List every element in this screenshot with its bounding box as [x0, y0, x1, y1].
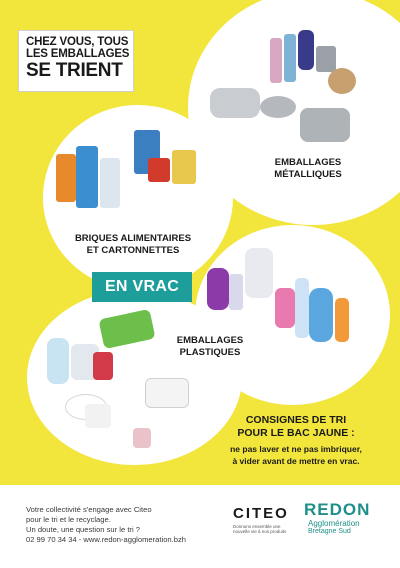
carton-label: [58, 233, 208, 257]
instructions-title-2: POUR LE BAC JAUNE :: [237, 427, 355, 439]
instructions-line-2: à vider avant de mettre en vrac.: [232, 456, 360, 466]
redon-logo-name: REDON: [304, 500, 371, 519]
en-vrac-badge: EN VRAC: [92, 272, 192, 302]
carton-packaging-image: [52, 128, 202, 223]
metal-label-line-2: MÉTALLIQUES: [274, 169, 342, 180]
footer-line-1: Votre collectivité s'engage avec Citeo: [26, 505, 152, 514]
footer-text: [26, 505, 241, 545]
redon-logo-sub-1: Agglomération: [308, 519, 360, 528]
footer-line-2: pour le tri et le recyclage.: [26, 515, 111, 524]
carton-label-line-2: ET CARTONNETTES: [86, 245, 180, 256]
instructions-line-1: ne pas laver et ne pas imbriquer,: [230, 444, 362, 454]
instructions-title-1: CONSIGNES DE TRI: [245, 414, 347, 426]
plastic-label-line-1: EMBALLAGES: [176, 335, 244, 346]
citeo-logo: [233, 505, 297, 534]
sorting-instructions: [198, 414, 394, 467]
metal-packaging-image: [200, 28, 375, 148]
poster-title: [18, 30, 134, 92]
metal-label: [248, 157, 368, 181]
citeo-logo-name: CITEO: [233, 505, 289, 522]
footer-line-3: Un doute, une question sur le tri ?: [26, 525, 140, 534]
redon-logo: [304, 501, 384, 536]
redon-logo-sub-2: Bretagne Sud: [308, 528, 351, 535]
title-line-2: LES EMBALLAGES: [26, 48, 130, 60]
metal-label-line-1: EMBALLAGES: [274, 157, 342, 168]
title-line-1: CHEZ VOUS, TOUS: [26, 36, 129, 48]
footer-contact[interactable]: 02 99 70 34 34 - www.redon-agglomeration.bzh: [26, 535, 186, 544]
citeo-tagline: Donnons ensemble une nouvelle vie à nos produits: [233, 524, 287, 534]
plastic-label-line-2: PLASTIQUES: [179, 347, 241, 358]
title-line-3: SE TRIENT: [26, 60, 123, 81]
footer: [0, 485, 400, 568]
carton-label-line-1: BRIQUES ALIMENTAIRES: [74, 233, 192, 244]
plastic-label: [160, 335, 260, 359]
